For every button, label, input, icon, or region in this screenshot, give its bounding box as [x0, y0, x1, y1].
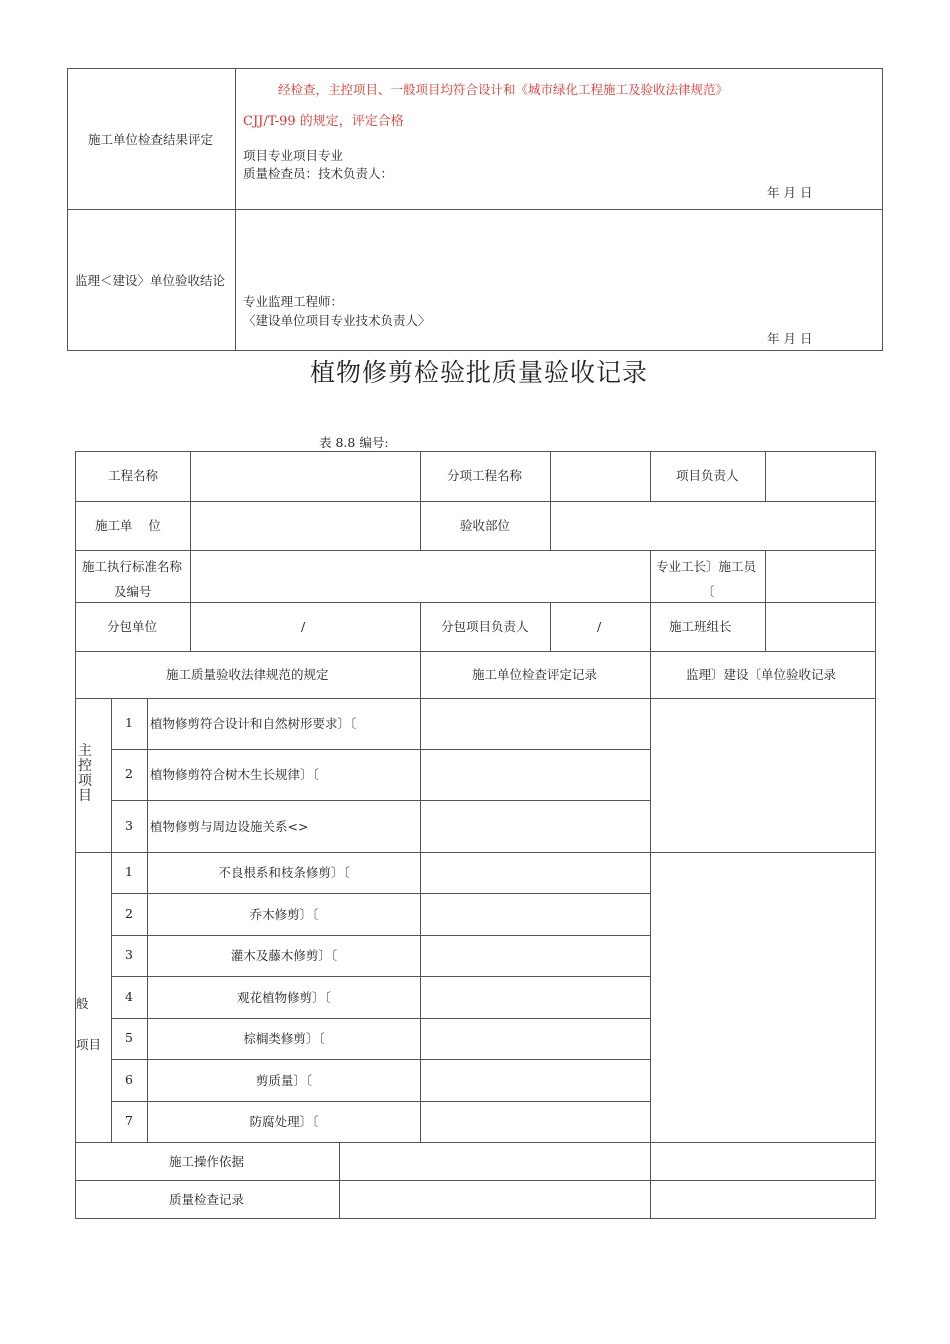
unit-record-column-header: 施工单位检查评定记录: [472, 667, 598, 682]
standard-label-line1: 施工执行标准名称: [82, 559, 183, 574]
unit-date: 年 月 日: [767, 185, 813, 200]
unit-check-label: 施工单位检查结果评定: [88, 132, 214, 147]
check-result-line1: 经检查，主控项目、一般项目均符合设计和《城市绿化工程施工及验收法律规范》: [278, 82, 729, 97]
general-item-text: 不良根系和枝条修剪〕〔: [218, 865, 350, 880]
foreman-label-line2: 〔: [702, 584, 715, 599]
general-item-record-field[interactable]: [421, 1102, 650, 1142]
subproject-name-label: 分项工程名称: [447, 468, 523, 483]
main-items-supervision-field[interactable]: [651, 699, 875, 852]
subcontractor-value[interactable]: /: [301, 619, 306, 634]
project-lead-label: 项目负责人: [676, 468, 739, 483]
project-name-label: 工程名称: [108, 468, 159, 483]
general-item-text: 剪质量〕〔: [255, 1073, 313, 1088]
general-item-record-field[interactable]: [421, 1060, 650, 1101]
general-item-number: 3: [125, 947, 133, 962]
general-item-text: 灌木及藤木修剪〕〔: [230, 948, 338, 963]
main-items-label: [76, 744, 94, 804]
quality-inspection-label: 质量检查记录: [169, 1192, 245, 1207]
main-items-label-char: 主: [78, 743, 92, 759]
main-item-number: 3: [125, 818, 133, 833]
acceptance-part-label: 验收部位: [460, 518, 511, 533]
subcontractor-label: 分包单位: [107, 619, 158, 634]
check-result-line2: CJJ/T-99 的规定，评定合格: [243, 114, 404, 129]
general-items-supervision-field[interactable]: [651, 853, 875, 1142]
general-item-number: 2: [125, 906, 133, 921]
main-item-record-field[interactable]: [421, 801, 650, 852]
subcontract-lead-value[interactable]: /: [597, 619, 602, 634]
general-item-record-field[interactable]: [421, 936, 650, 976]
construction-unit-field[interactable]: [191, 502, 420, 550]
supervision-date: 年 月 日: [767, 331, 813, 346]
general-item-number: 1: [125, 864, 133, 879]
main-item-text: 植物修剪与周边设施关系<>: [150, 819, 309, 834]
construction-basis-field[interactable]: [340, 1143, 650, 1180]
main-items-label-char: 目: [78, 788, 92, 804]
project-lead-field[interactable]: [766, 452, 875, 501]
foreman-label-line1: 专业工长〕施工员: [656, 559, 757, 574]
quality-inspection-supervision-field[interactable]: [651, 1181, 875, 1218]
page-title: 植物修剪检验批质量验收记录: [310, 358, 649, 387]
general-item-text: 乔木修剪〕〔: [249, 907, 319, 922]
general-item-number: 6: [125, 1072, 133, 1087]
unit-signature-line2: 质量检查员：技术负责人：: [243, 166, 394, 181]
construction-unit-label: 施工单 位: [95, 518, 161, 533]
main-items-label-char: 项: [78, 773, 92, 789]
construction-basis-label: 施工操作依据: [169, 1154, 245, 1169]
general-item-text: 棕榈类修剪〕〔: [243, 1031, 325, 1046]
unit-signature-line1: 项目专业项目专业: [243, 148, 344, 163]
general-item-record-field[interactable]: [421, 853, 650, 893]
main-items-label-char: 控: [78, 758, 92, 774]
main-item-number: 2: [125, 766, 133, 781]
acceptance-part-field[interactable]: [551, 502, 875, 550]
supervision-record-column-header: 监理〕建设〔单位验收记录: [686, 667, 837, 682]
main-item-text: 植物修剪符合设计和自然树形要求〕〔: [150, 716, 357, 731]
general-item-record-field[interactable]: [421, 894, 650, 935]
main-item-record-field[interactable]: [421, 750, 650, 800]
standard-field[interactable]: [191, 551, 650, 602]
general-item-number: 7: [125, 1113, 133, 1128]
subproject-name-field[interactable]: [551, 452, 650, 501]
general-items-label-part1: 般: [76, 996, 89, 1011]
general-item-record-field[interactable]: [421, 1019, 650, 1059]
table-number: 表 8.8 编号:: [319, 435, 389, 450]
team-lead-label: 施工班组长: [669, 619, 732, 634]
main-item-record-field[interactable]: [421, 699, 650, 749]
general-item-number: 4: [125, 989, 133, 1004]
main-item-number: 1: [125, 715, 133, 730]
subcontract-lead-label: 分包项目负责人: [441, 619, 529, 634]
supervision-signature-line1: 专业监理工程师：: [243, 294, 344, 309]
team-lead-field[interactable]: [766, 603, 875, 651]
quality-inspection-field[interactable]: [340, 1181, 650, 1218]
general-item-number: 5: [125, 1030, 133, 1045]
general-item-text: 防腐处理〕〔: [249, 1114, 319, 1129]
main-item-text: 植物修剪符合树木生长规律〕〔: [150, 767, 319, 782]
project-name-field[interactable]: [191, 452, 420, 501]
spec-column-header: 施工质量验收法律规范的规定: [166, 667, 329, 682]
general-items-label-part2: 项目: [76, 1037, 102, 1052]
construction-basis-supervision-field[interactable]: [651, 1143, 875, 1180]
supervision-conclusion-label: 监理＜建设〉单位验收结论: [75, 273, 226, 288]
supervision-signature-line2: 〈建设单位项目专业技术负责人〉: [243, 313, 431, 328]
standard-label-line2: 及编号: [114, 584, 152, 599]
general-item-text: 观花植物修剪〕〔: [237, 990, 331, 1005]
general-item-record-field[interactable]: [421, 977, 650, 1018]
foreman-field[interactable]: [766, 551, 875, 602]
